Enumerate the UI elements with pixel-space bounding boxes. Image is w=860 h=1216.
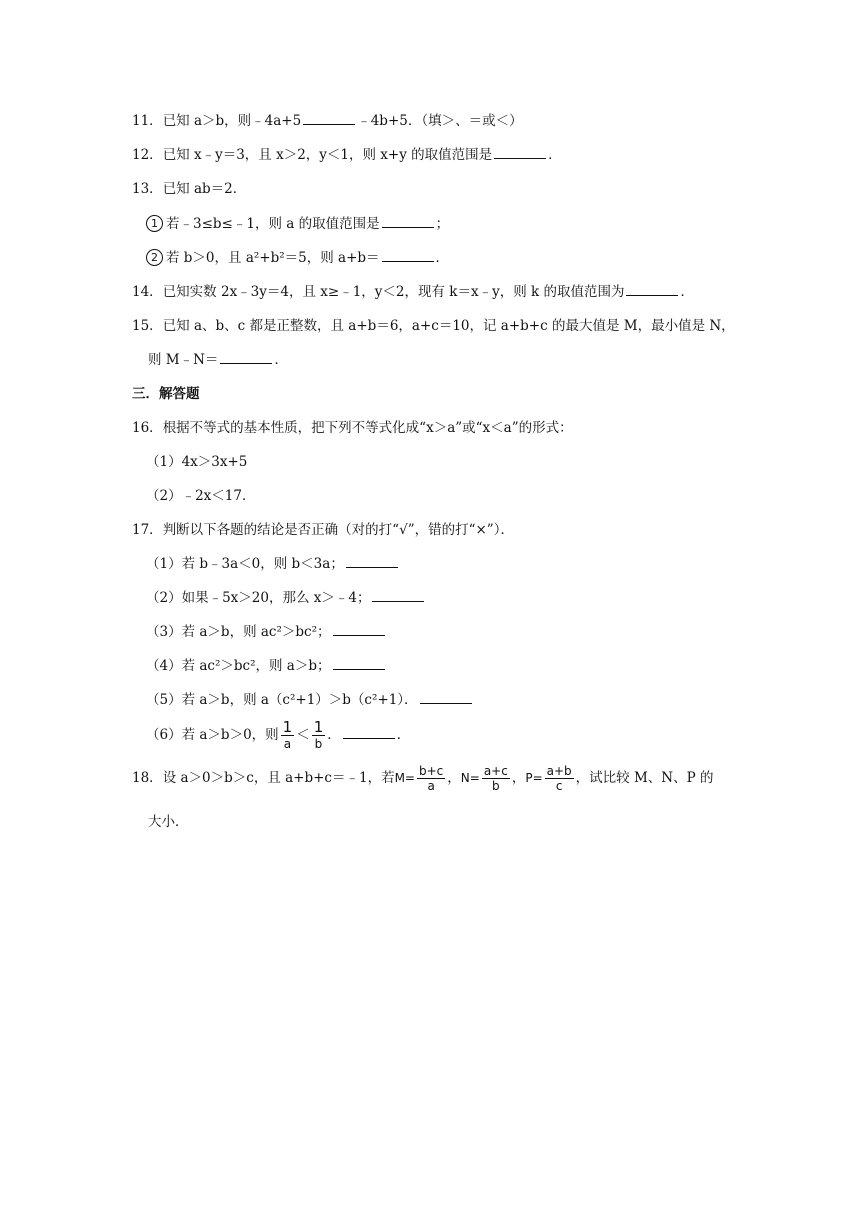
fraction (482, 764, 510, 793)
part-text: （6）若 a＞b＞0，则 (146, 727, 279, 743)
fraction-one-over-b (312, 719, 326, 752)
part-text: （4）若 ac²＞bc²，则 a＞b； (146, 658, 331, 674)
question-tail: ． (680, 284, 694, 300)
part-tail: ； (435, 216, 450, 232)
question-text-line-2: 则 M﹣N＝ (148, 352, 219, 368)
question-number: 11． (132, 113, 163, 129)
formula-P (525, 760, 575, 796)
answer-blank[interactable] (494, 145, 546, 159)
question-number: 16． (132, 420, 163, 436)
question-text: 已知实数 2x﹣3y＝4，且 x≥﹣1，y＜2，现有 k＝x﹣y，则 k 的取值范围为 (162, 284, 625, 300)
answer-blank[interactable] (626, 282, 678, 296)
answer-blank[interactable] (346, 554, 398, 568)
separator: ， (511, 770, 526, 786)
question-tail: ﹣4b+5．（填＞、＝或＜） (357, 113, 523, 129)
part-text: 若 b＞0，且 a²+b²＝5，则 a+b＝ (166, 250, 380, 266)
answer-blank[interactable] (343, 725, 395, 739)
question-13-part-1 (146, 214, 449, 234)
question-17-part-6 (146, 718, 410, 752)
question-number: 13． (132, 181, 163, 197)
part-text: 若﹣3≤b≤﹣1，则 a 的取值范围是 (166, 216, 380, 232)
question-16 (132, 418, 573, 438)
numerator: b+c (419, 763, 444, 778)
question-17-part-3 (146, 622, 387, 642)
question-16-part-2: （2）﹣2x＜17． (146, 488, 256, 504)
numerator: 1 (282, 718, 293, 736)
numerator: a+b (546, 763, 572, 778)
question-11 (132, 111, 523, 131)
formula-label: P= (525, 771, 543, 785)
numerator: 1 (313, 718, 324, 736)
formula-N (461, 760, 512, 796)
fraction (417, 764, 445, 793)
denominator: a (283, 737, 292, 751)
question-17-part-5 (146, 690, 474, 710)
question-13 (132, 179, 246, 199)
denominator: a (427, 778, 435, 793)
part-text: （1）若 b﹣3a＜0，则 b＜3a； (146, 556, 344, 572)
denominator: c (555, 778, 563, 793)
answer-blank[interactable] (372, 588, 424, 602)
answer-blank[interactable] (382, 248, 434, 262)
answer-blank[interactable] (303, 111, 355, 125)
question-13-part-2 (146, 248, 449, 268)
question-text: 判断以下各题的结论是否正确（对的打“√”，错的打“×”）． (162, 522, 514, 538)
question-16-part-1: （1）4x＞3x+5 (146, 454, 248, 470)
question-12 (132, 145, 562, 165)
answer-blank[interactable] (420, 690, 472, 704)
separator: ， (447, 770, 461, 786)
section-heading: 三．解答题 (132, 386, 200, 402)
question-17-part-1 (146, 554, 400, 574)
formula-label: N= (460, 771, 480, 785)
question-17 (132, 520, 514, 540)
formula-label: M= (394, 771, 415, 785)
answer-blank[interactable] (220, 350, 272, 364)
part-tail: ． (396, 727, 411, 743)
part-tail: ． (435, 250, 450, 266)
fraction (545, 764, 574, 793)
part-text: （3）若 a＞b，则 ac²＞bc²； (146, 624, 331, 640)
question-17-part-4 (146, 656, 387, 676)
numerator: a+c (483, 763, 508, 778)
circled-number-1: 1 (146, 215, 163, 232)
question-text: 根据不等式的基本性质，把下列不等式化成“x＞a”或“x＜a”的形式： (162, 420, 573, 436)
formula-M (395, 760, 448, 796)
question-number: 12． (132, 147, 163, 163)
question-tail: ． (548, 147, 562, 163)
question-text-after: ，试比较 M、N、P 的 (575, 770, 714, 786)
question-17-part-2 (146, 588, 426, 608)
question-text: 已知 a＞b，则﹣4a+5 (162, 113, 302, 129)
question-text: 已知 x﹣y＝3，且 x＞2，y＜1，则 x+y 的取值范围是 (162, 147, 493, 163)
answer-blank[interactable] (382, 214, 434, 228)
question-number: 17． (132, 522, 163, 538)
question-text: 设 a＞0＞b＞c，且 a+b+c＝﹣1，若 (162, 770, 395, 786)
answer-blank[interactable] (333, 656, 385, 670)
part-text: （2）如果﹣5x＞20，那么 x＞﹣4； (146, 590, 371, 606)
question-tail: ． (274, 352, 288, 368)
question-text: 已知 a、b、c 都是正整数，且 a+b＝6，a+c＝10，记 a+b+c 的最大值是 M，最小值是 N， (162, 318, 735, 334)
fraction-one-over-a (281, 719, 295, 752)
question-18-line-2: 大小． (148, 814, 189, 830)
denominator: b (492, 778, 500, 793)
part-tail: ． (327, 727, 341, 743)
question-15 (132, 316, 735, 336)
question-18 (132, 760, 713, 796)
question-text: 已知 ab＝2． (162, 181, 247, 197)
denominator: b (314, 737, 323, 751)
question-number: 18． (132, 770, 163, 786)
less-than-sign: ＜ (296, 727, 310, 743)
question-14 (132, 282, 694, 302)
question-15-line-2 (148, 350, 288, 370)
question-number: 15． (132, 318, 163, 334)
answer-blank[interactable] (333, 622, 385, 636)
question-number: 14． (132, 284, 163, 300)
circled-number-2: 2 (146, 249, 163, 266)
part-text: （5）若 a＞b，则 a（c²+1）＞b（c²+1）． (146, 692, 418, 708)
